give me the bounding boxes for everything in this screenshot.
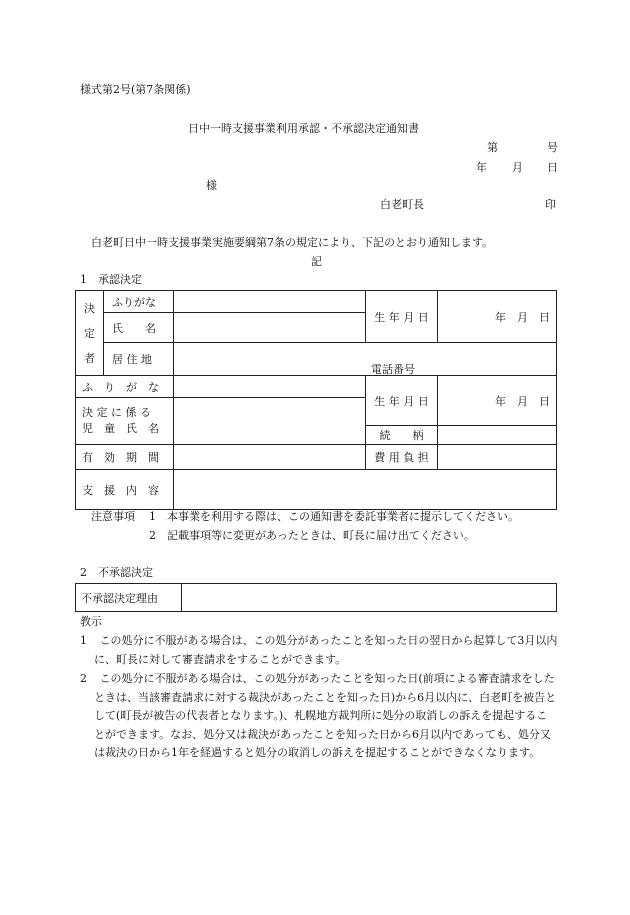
instruction-2-num: 2 — [80, 672, 87, 685]
rejection-table — [75, 583, 557, 612]
cost-burden-label: 費 用 負 担 — [366, 445, 438, 470]
approval-table — [75, 290, 557, 510]
address-label: 居 住 地 — [104, 343, 174, 376]
furigana-field[interactable] — [174, 291, 366, 313]
instruction-1-text: この処分に不服がある場合は、この処分があったことを知った日の翌日から起算して3月以内に、町長に対して審査請求をすることができます。 — [94, 634, 558, 666]
note-1-num: 1 — [149, 510, 156, 523]
notes-label: 注意事項 — [91, 510, 135, 523]
instruction-heading: 教示 — [80, 615, 102, 628]
ki-label: 記 — [311, 255, 322, 268]
child-birthdate-label: 生 年 月 日 — [366, 376, 438, 426]
section1-heading: 1 承認決定 — [80, 273, 142, 286]
valid-period-label: 有 効 期 間 — [76, 445, 174, 470]
doc-no-suffix: 号 — [547, 141, 558, 154]
relationship-field[interactable] — [438, 426, 557, 445]
note-2-num: 2 — [149, 529, 156, 542]
child-name-field[interactable] — [174, 398, 366, 445]
child-name-label: 決 定 に 係 る 児 童 氏 名 — [76, 398, 174, 445]
support-content-field[interactable] — [174, 470, 557, 510]
note-1-text: 本事業を利用する際は、この通知書を委託事業者に提示してください。 — [167, 510, 519, 523]
phone-label: 電話番号 — [371, 363, 415, 376]
name-field[interactable] — [174, 313, 366, 343]
instruction-2-text: この処分に不服がある場合は、この処分があったことを知った日(前項による審査請求をしたときは、当該審査請求に対する裁決があったことを知った日)から6月以内に、白老町を被告として(町長が被告の代表者となります。)、札幌地方裁判所に処分の取消しの訴えを提起することができます。なお、処分又は裁決があったことを知った日から6月以内であっても、処分又は裁決の日から1年を経過すると処分の取消しの訴えを提起することができなくなります。 — [94, 672, 557, 759]
decided-person-label: 決 定 者 — [76, 291, 104, 376]
note-2-text: 記載事項等に変更があったときは、町長に届け出てください。 — [167, 529, 475, 542]
date-month: 月 — [512, 161, 523, 174]
instruction-item-2 — [80, 670, 558, 763]
seal-mark: 印 — [545, 198, 556, 211]
doc-no-prefix: 第 — [487, 141, 498, 154]
date-day: 日 — [547, 161, 558, 174]
address-field[interactable] — [174, 343, 557, 376]
child-birthdate-field[interactable]: 年 月 日 — [438, 376, 557, 426]
name-label: 氏 名 — [104, 313, 174, 343]
child-furigana-label: ふ り が な — [76, 376, 174, 398]
birthdate-label: 生 年 月 日 — [366, 291, 438, 343]
relationship-label: 続 柄 — [366, 426, 438, 445]
cost-burden-field[interactable] — [438, 445, 557, 470]
child-furigana-field[interactable] — [174, 376, 366, 398]
section2-heading: 2 不承認決定 — [80, 566, 153, 579]
valid-period-field[interactable] — [174, 445, 366, 470]
instruction-1-num: 1 — [80, 634, 87, 647]
document-title: 日中一時支援事業利用承認・不承認決定通知書 — [188, 122, 419, 135]
form-number: 様式第2号(第7条関係) — [80, 83, 191, 96]
support-content-label: 支 援 内 容 — [76, 470, 174, 510]
instruction-item-1 — [80, 632, 558, 669]
addressee-suffix: 様 — [206, 179, 217, 192]
intro-text: 白老町日中一時支援事業実施要綱第7条の規定により、下記のとおり通知します。 — [91, 236, 494, 249]
birthdate-field[interactable]: 年 月 日 — [438, 291, 557, 343]
sender-name: 白老町長 — [380, 198, 424, 211]
rejection-reason-label: 不承認決定理由 — [76, 584, 182, 612]
date-year: 年 — [476, 161, 487, 174]
furigana-label: ふりがな — [104, 291, 174, 313]
rejection-reason-field[interactable] — [182, 584, 557, 612]
